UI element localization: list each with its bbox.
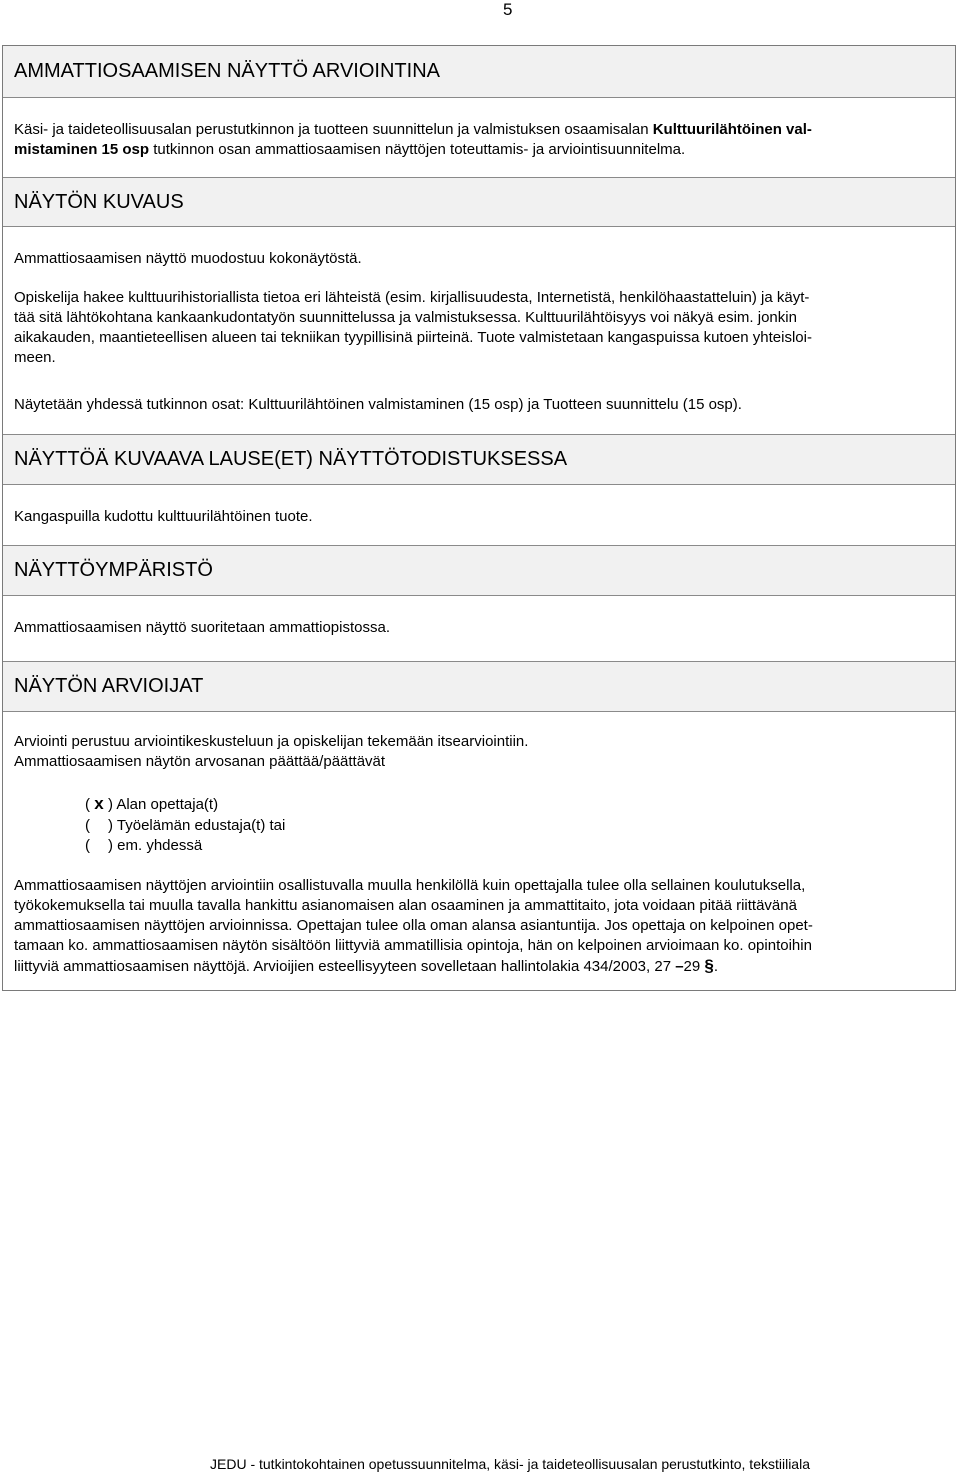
heading-nayttoa-kuvaava-lause: NÄYTTÖÄ KUVAAVA LAUSE(ET) NÄYTTÖTODISTUKSESSA (14, 448, 568, 470)
arvioijat-p3-line: 29 (683, 958, 705, 975)
option-checkbox-mark: x (94, 794, 104, 813)
option-alan-opettaja: ( x ) Alan opettaja(t) (85, 794, 219, 813)
intro-bold-2: mistaminen 15 osp (14, 141, 150, 158)
kuvaus-line: meen. (14, 349, 56, 366)
kuvaus-line: aikakauden, maantieteellisen alueen tai tekniikan tyypillisinä piirteinä. Tuote valmistetaan kangaspuissa kutoen yhteisloi- (14, 329, 812, 346)
intro-bold-1: Kulttuurilähtöinen val- (652, 121, 812, 138)
option-label: Työelämän edustaja(t) tai (116, 817, 286, 834)
arvioijat-p3-line: tamaan ko. ammattiosaamisen näytön sisältöön liittyviä ammatillisia opintoja, hän on kelpoinen arvioimaan ko. opintoihin (14, 937, 812, 954)
arvioijat-paragraph (14, 732, 944, 772)
section-sign: § (704, 956, 714, 975)
arvioijat-p3-line: ammattiosaamisen näyttöjen arvioinnissa. Opettajan tulee olla oman alansa asiantuntija. Jos opettaja on kelpoinen opet- (14, 917, 813, 934)
page-footer: JEDU - tutkintokohtainen opetussuunnitelma, käsi- ja taideteollisuusalan perustutkinto, tekstiiliala (210, 1456, 810, 1472)
heading-band-lause (3, 434, 955, 485)
heading-nayton-arvioijat: NÄYTÖN ARVIOIJAT (14, 675, 204, 697)
arvioijat-paragraph-3 (14, 876, 944, 977)
kuvaus-line: tää sitä lähtökohtana kankaankudontatyön suunnittelussa ja valmistuksessa. Kulttuurilähtöisyys voi näkyä esim. jonkin (14, 309, 797, 326)
heading-band-kuvaus (3, 177, 955, 227)
option-tyoelaman-edustaja: ( ) Työelämän edustaja(t) tai (85, 817, 286, 834)
option-label: em. yhdessä (117, 837, 203, 854)
kuvaus-paragraph-1: Ammattiosaamisen näyttö muodostuu kokonäytöstä. (14, 250, 362, 267)
section-range-dash: – (675, 958, 684, 975)
heading-band-arvioijat (3, 661, 955, 712)
arvioijat-line-1: Arviointi perustuu arviointikeskusteluun ja opiskelijan tekemään itsearviointiin. (14, 733, 529, 750)
document-frame (2, 45, 956, 991)
arvioijat-p3-line: liittyviä ammattiosaamisen näyttöjä. Arvioijien esteellisyyteen sovelletaan hallintolakia 434/2003, 27 (14, 958, 676, 975)
lause-text: Kangaspuilla kudottu kulttuurilähtöinen tuote. (14, 508, 313, 525)
arvioijat-p3-line: työkokemuksella tai muulla tavalla hankittu asianomaisen alan osaaminen ja ammattitaito, jota voidaan pitää riittävänä (14, 897, 797, 914)
intro-text-1: Käsi- ja taideteollisuusalan perustutkinnon ja tuotteen suunnittelun ja valmistuksen osaamisalan (14, 121, 653, 138)
document-title: AMMATTIOSAAMISEN NÄYTTÖ ARVIOINTINA (14, 60, 440, 82)
intro-text-2: tutkinnon osan ammattiosaamisen näyttöjen toteuttamis- ja arviointisuunnitelma. (149, 141, 686, 158)
kuvaus-line: Opiskelija hakee kulttuurihistoriallista tietoa eri lähteistä (esim. kirjallisuudesta, Internetistä, henkilöhaastatteluin) ja käyt- (14, 289, 810, 306)
kuvaus-paragraph-3: Näytetään yhdessä tutkinnon osat: Kulttuurilähtöinen valmistaminen (15 osp) ja Tuotteen suunnittelu (15 osp). (14, 396, 742, 413)
arvioijat-line-2: Ammattiosaamisen näytön arvosanan päättää/päättävät (14, 753, 386, 770)
arvioijat-p3-line: Ammattiosaamisen näyttöjen arviointiin osallistuvalla muulla henkilöllä kuin opettajalla tulee olla sellainen koulutuksella, (14, 877, 806, 894)
ymparisto-text: Ammattiosaamisen näyttö suoritetaan ammattiopistossa. (14, 619, 391, 636)
heading-band-ymparisto (3, 545, 955, 596)
intro-paragraph (14, 120, 944, 160)
section-title-band (3, 46, 955, 98)
page-number: 5 (503, 0, 513, 19)
arvioijat-p3-line: . (713, 958, 719, 975)
heading-nayton-kuvaus: NÄYTÖN KUVAUS (14, 190, 184, 213)
option-label: Alan opettaja(t) (116, 796, 219, 813)
heading-nayttoymparisto: NÄYTTÖYMPÄRISTÖ (14, 559, 213, 581)
option-em-yhdessa: ( ) em. yhdessä (85, 837, 203, 854)
kuvaus-paragraph-2 (14, 288, 944, 368)
